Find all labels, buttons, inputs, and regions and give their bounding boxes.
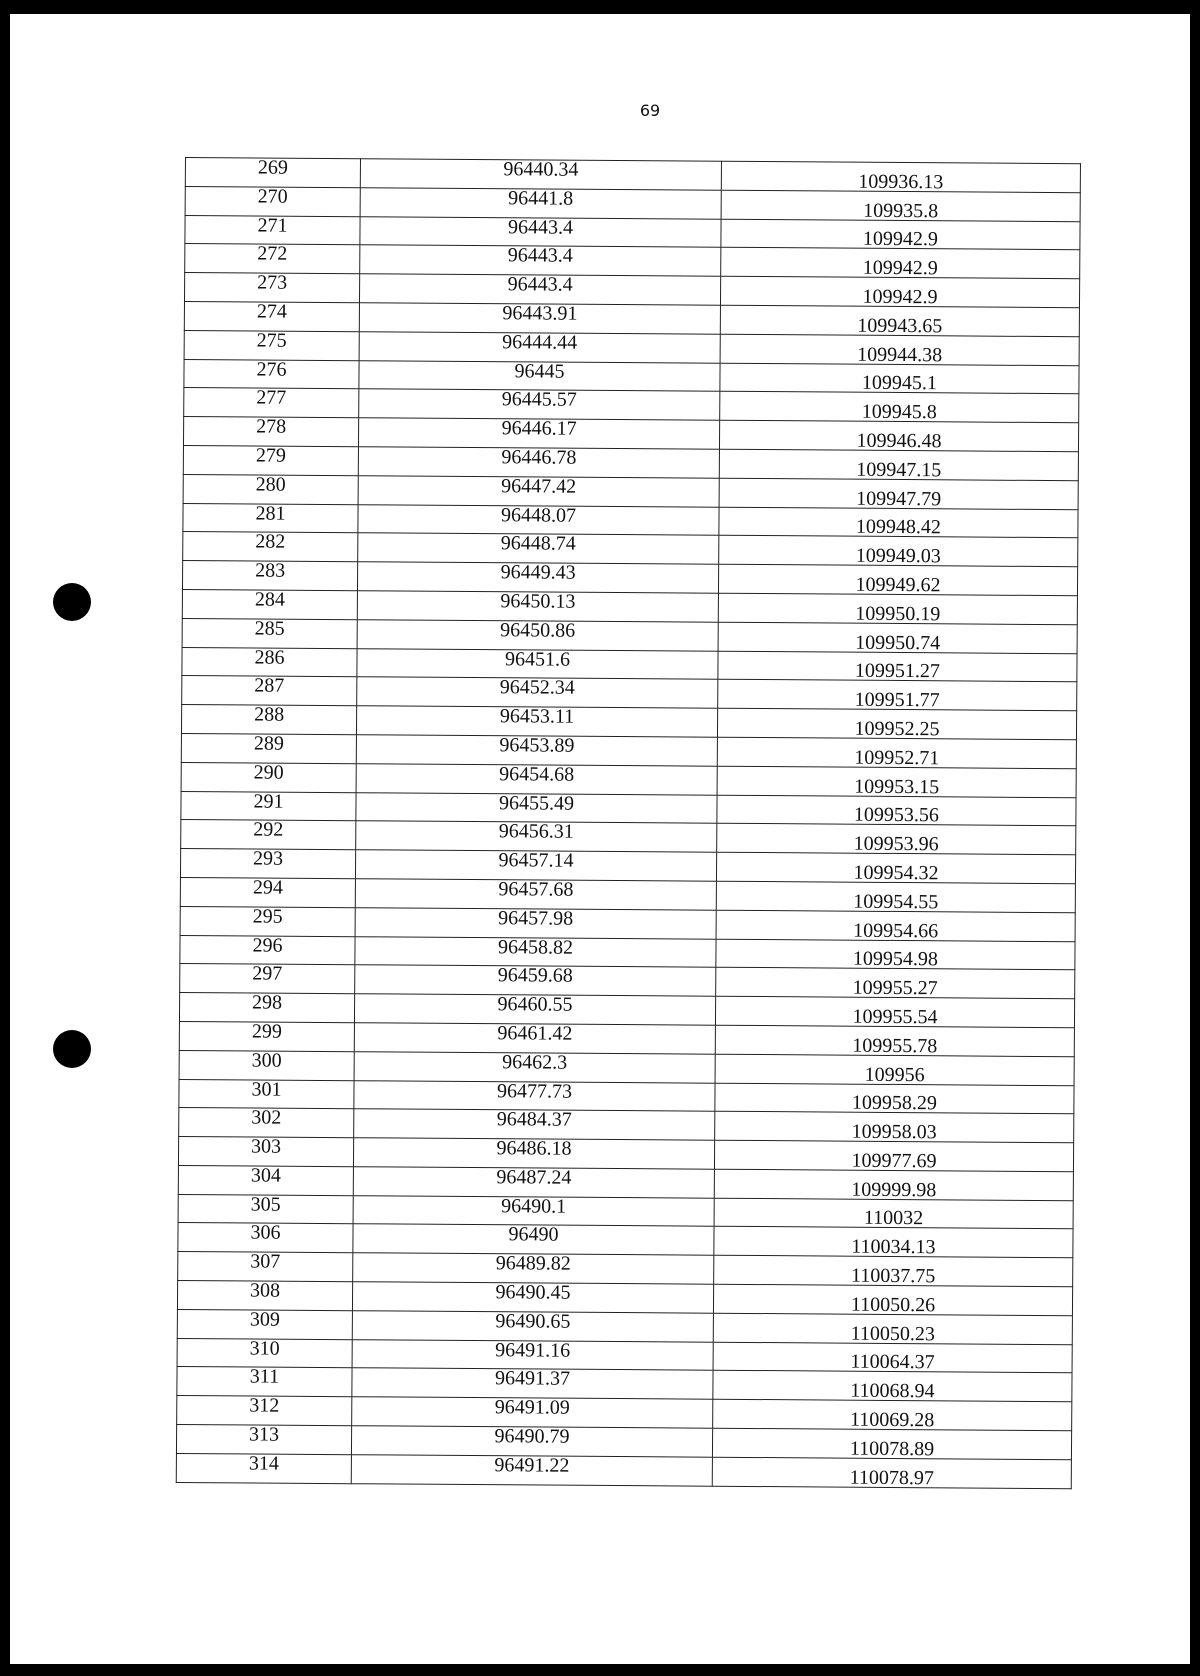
x-coordinate-cell: 96453.11 [356, 706, 717, 737]
point-number-cell: 293 [180, 849, 355, 879]
x-coordinate-cell: 96477.73 [354, 1080, 715, 1111]
y-coordinate-cell: 109943.65 [720, 305, 1079, 336]
point-number-cell: 277 [184, 388, 359, 418]
point-number-cell: 289 [181, 733, 356, 763]
y-coordinate-cell: 109948.42 [719, 507, 1078, 538]
x-coordinate-cell: 96452.34 [357, 677, 718, 708]
x-coordinate-cell: 96460.55 [354, 994, 715, 1025]
point-number-cell: 279 [183, 445, 358, 475]
y-coordinate-cell: 109999.98 [714, 1169, 1073, 1200]
x-coordinate-cell: 96455.49 [356, 792, 717, 823]
point-number-cell: 275 [184, 330, 359, 360]
x-coordinate-cell: 96490.1 [353, 1195, 714, 1226]
point-number-cell: 297 [180, 964, 355, 994]
y-coordinate-cell: 110050.26 [713, 1284, 1072, 1315]
point-number-cell: 298 [179, 993, 354, 1023]
y-coordinate-cell: 109942.9 [720, 276, 1079, 307]
point-number-cell: 307 [178, 1252, 353, 1282]
y-coordinate-cell: 110034.13 [714, 1227, 1073, 1258]
y-coordinate-cell: 109947.79 [719, 478, 1078, 509]
x-coordinate-cell: 96443.4 [360, 216, 721, 247]
point-number-cell: 304 [178, 1165, 353, 1195]
y-coordinate-cell: 109949.62 [718, 564, 1077, 595]
y-coordinate-cell: 109954.66 [716, 910, 1075, 941]
y-coordinate-cell: 110050.23 [713, 1313, 1072, 1344]
point-number-cell: 302 [179, 1108, 354, 1138]
point-number-cell: 313 [176, 1425, 351, 1455]
x-coordinate-cell: 96446.78 [358, 447, 719, 478]
x-coordinate-cell: 96444.44 [359, 332, 720, 363]
y-coordinate-cell: 109936.13 [721, 161, 1080, 192]
x-coordinate-cell: 96448.74 [358, 533, 719, 564]
y-coordinate-cell: 109977.69 [714, 1140, 1073, 1171]
point-number-cell: 294 [180, 877, 355, 907]
x-coordinate-cell: 96490.45 [352, 1282, 713, 1313]
x-coordinate-cell: 96448.07 [358, 504, 719, 535]
x-coordinate-cell: 96491.22 [351, 1455, 712, 1486]
x-coordinate-cell: 96445.57 [359, 389, 720, 420]
point-number-cell: 312 [177, 1396, 352, 1426]
x-coordinate-cell: 96491.16 [352, 1339, 713, 1370]
y-coordinate-cell: 109953.56 [717, 795, 1076, 826]
x-coordinate-cell: 96453.89 [356, 735, 717, 766]
point-number-cell: 296 [180, 935, 355, 965]
x-coordinate-cell: 96450.86 [357, 619, 718, 650]
x-coordinate-cell: 96447.42 [358, 475, 719, 506]
y-coordinate-cell: 109950.74 [718, 622, 1077, 653]
y-coordinate-cell: 109953.15 [717, 766, 1076, 797]
y-coordinate-cell: 109935.8 [721, 190, 1080, 221]
point-number-cell: 311 [177, 1367, 352, 1397]
point-number-cell: 283 [182, 561, 357, 591]
y-coordinate-cell: 109945.1 [720, 363, 1079, 394]
punch-hole-top [53, 583, 91, 621]
x-coordinate-cell: 96487.24 [353, 1167, 714, 1198]
y-coordinate-cell: 110032 [714, 1198, 1073, 1229]
y-coordinate-cell: 109942.9 [721, 219, 1080, 250]
point-number-cell: 282 [183, 532, 358, 562]
x-coordinate-cell: 96490.79 [351, 1426, 712, 1457]
point-number-cell: 309 [177, 1309, 352, 1339]
x-coordinate-cell: 96459.68 [355, 965, 716, 996]
point-number-cell: 270 [185, 186, 360, 216]
point-number-cell: 301 [179, 1079, 354, 1109]
page-number: 69 [639, 101, 661, 120]
x-coordinate-cell: 96443.91 [359, 303, 720, 334]
point-number-cell: 310 [177, 1338, 352, 1368]
x-coordinate-cell: 96451.6 [357, 648, 718, 679]
x-coordinate-cell: 96454.68 [356, 763, 717, 794]
x-coordinate-cell: 96443.4 [360, 245, 721, 276]
point-number-cell: 300 [179, 1050, 354, 1080]
point-number-cell: 276 [184, 359, 359, 389]
x-coordinate-cell: 96445 [359, 360, 720, 391]
point-number-cell: 280 [183, 474, 358, 504]
y-coordinate-cell: 109945.8 [720, 392, 1079, 423]
y-coordinate-cell: 109949.03 [719, 536, 1078, 567]
point-number-cell: 286 [182, 647, 357, 677]
x-coordinate-cell: 96490 [353, 1224, 714, 1255]
x-coordinate-cell: 96491.37 [352, 1368, 713, 1399]
y-coordinate-cell: 109944.38 [720, 334, 1079, 365]
point-number-cell: 288 [181, 705, 356, 735]
y-coordinate-cell: 109954.55 [716, 881, 1075, 912]
point-number-cell: 306 [178, 1223, 353, 1253]
y-coordinate-cell: 109950.19 [718, 593, 1077, 624]
y-coordinate-cell: 110068.94 [713, 1371, 1072, 1402]
y-coordinate-cell: 110037.75 [714, 1256, 1073, 1287]
y-coordinate-cell: 109951.27 [718, 651, 1077, 682]
point-number-cell: 292 [181, 820, 356, 850]
y-coordinate-cell: 109955.54 [715, 996, 1074, 1027]
y-coordinate-cell: 109953.96 [717, 824, 1076, 855]
table-row [176, 1453, 1071, 1488]
point-number-cell: 299 [179, 1021, 354, 1051]
point-number-cell: 295 [180, 906, 355, 936]
point-number-cell: 291 [181, 791, 356, 821]
point-number-cell: 314 [176, 1453, 351, 1483]
x-coordinate-cell: 96462.3 [354, 1051, 715, 1082]
y-coordinate-cell: 109947.15 [719, 449, 1078, 480]
point-number-cell: 303 [178, 1137, 353, 1167]
point-number-cell: 274 [184, 301, 359, 331]
point-number-cell: 281 [183, 503, 358, 533]
coordinate-table-body [176, 158, 1080, 1489]
point-number-cell: 287 [182, 676, 357, 706]
point-number-cell: 308 [177, 1281, 352, 1311]
x-coordinate-cell: 96458.82 [355, 936, 716, 967]
x-coordinate-cell: 96449.43 [357, 562, 718, 593]
point-number-cell: 290 [181, 762, 356, 792]
x-coordinate-cell: 96450.13 [357, 591, 718, 622]
y-coordinate-cell: 109952.71 [717, 737, 1076, 768]
point-number-cell: 271 [185, 215, 360, 245]
point-number-cell: 284 [182, 589, 357, 619]
y-coordinate-cell: 109951.77 [718, 680, 1077, 711]
coordinate-table-wrapper [176, 157, 1080, 1489]
y-coordinate-cell: 109952.25 [717, 708, 1076, 739]
y-coordinate-cell: 109955.27 [716, 968, 1075, 999]
point-number-cell: 269 [185, 158, 360, 188]
y-coordinate-cell: 109942.9 [721, 248, 1080, 279]
point-number-cell: 273 [184, 273, 359, 303]
x-coordinate-cell: 96491.09 [352, 1397, 713, 1428]
x-coordinate-cell: 96490.65 [352, 1311, 713, 1342]
x-coordinate-cell: 96489.82 [353, 1253, 714, 1284]
x-coordinate-cell: 96484.37 [354, 1109, 715, 1140]
point-number-cell: 278 [183, 417, 358, 447]
y-coordinate-cell: 109954.98 [716, 939, 1075, 970]
x-coordinate-cell: 96457.68 [355, 879, 716, 910]
x-coordinate-cell: 96456.31 [356, 821, 717, 852]
y-coordinate-cell: 109956 [715, 1054, 1074, 1085]
punch-hole-bottom [53, 1030, 91, 1068]
y-coordinate-cell: 110069.28 [713, 1399, 1072, 1430]
y-coordinate-cell: 109955.78 [715, 1025, 1074, 1056]
y-coordinate-cell: 109954.32 [716, 852, 1075, 883]
point-number-cell: 305 [178, 1194, 353, 1224]
y-coordinate-cell: 109958.29 [715, 1083, 1074, 1114]
coordinate-table [176, 157, 1081, 1489]
y-coordinate-cell: 109946.48 [719, 420, 1078, 451]
y-coordinate-cell: 110078.89 [712, 1428, 1071, 1459]
x-coordinate-cell: 96457.98 [355, 907, 716, 938]
x-coordinate-cell: 96443.4 [359, 274, 720, 305]
point-number-cell: 272 [185, 244, 360, 274]
x-coordinate-cell: 96457.14 [355, 850, 716, 881]
x-coordinate-cell: 96461.42 [354, 1023, 715, 1054]
y-coordinate-cell: 110078.97 [712, 1457, 1071, 1488]
y-coordinate-cell: 110064.37 [713, 1342, 1072, 1373]
point-number-cell: 285 [182, 618, 357, 648]
x-coordinate-cell: 96486.18 [353, 1138, 714, 1169]
x-coordinate-cell: 96446.17 [358, 418, 719, 449]
x-coordinate-cell: 96441.8 [360, 188, 721, 219]
x-coordinate-cell: 96440.34 [360, 159, 721, 190]
y-coordinate-cell: 109958.03 [715, 1112, 1074, 1143]
